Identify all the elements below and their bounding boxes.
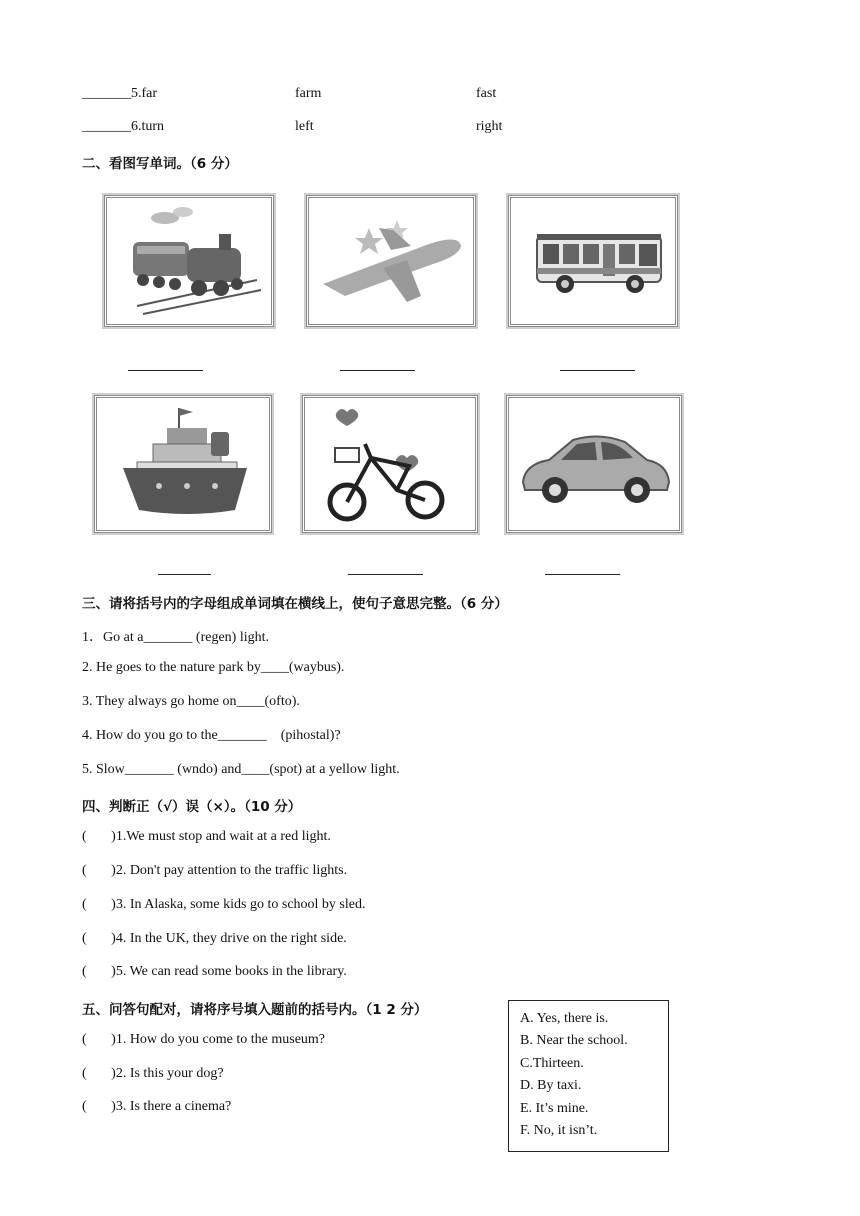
q5-item: _______5.far xyxy=(82,86,158,101)
part3-item-2: 2. He goes to the nature park by____(waybus). xyxy=(82,660,345,675)
car-icon xyxy=(509,398,679,530)
bike-icon xyxy=(305,398,475,530)
answer-line-train[interactable] xyxy=(128,370,203,371)
part4-item-1: ( )1.We must stop and wait at a red light. xyxy=(82,829,331,844)
option-e: E. It’s mine. xyxy=(520,1101,589,1116)
q5-option-c: fast xyxy=(476,86,497,101)
answer-line-bike[interactable] xyxy=(348,574,423,575)
bike-picture xyxy=(302,395,478,533)
part3-item-5: 5. Slow_______ (wndo) and____(spot) at a yellow light. xyxy=(82,762,400,777)
part2-heading: 二、看图写单词。（6 分） xyxy=(82,156,238,172)
part5-question-1: ( )1. How do you come to the museum? xyxy=(82,1032,326,1047)
plane-picture xyxy=(306,195,476,327)
answer-line-plane[interactable] xyxy=(340,370,415,371)
part4-item-4: ( )4. In the UK, they drive on the right side. xyxy=(82,931,347,946)
answer-line-bus[interactable] xyxy=(560,370,635,371)
answer-line-ship[interactable] xyxy=(158,574,211,575)
q6-option-b: left xyxy=(295,119,314,134)
option-f: F. No, it isn’t. xyxy=(520,1123,598,1138)
bus-icon xyxy=(511,198,675,324)
q6-option-c: right xyxy=(476,119,503,134)
bus-picture xyxy=(508,195,678,327)
part4-item-2: ( )2. Don't pay attention to the traffic lights. xyxy=(82,863,348,878)
part5-heading: 五、问答句配对，请将序号填入题前的括号内。（1 2 分） xyxy=(82,1002,428,1018)
train-picture xyxy=(104,195,274,327)
part3-item-1: 1．Go at a_______ (regen) light. xyxy=(82,630,270,645)
train-icon xyxy=(107,198,271,324)
answer-options-box xyxy=(508,1000,669,1152)
part5-question-2: ( )2. Is this your dog? xyxy=(82,1066,224,1081)
answer-line-car[interactable] xyxy=(545,574,620,575)
part4-heading: 四、判断正（√）误（×）。（10 分） xyxy=(82,799,302,815)
part3-heading: 三、请将括号内的字母组成单词填在横线上，使句子意思完整。（6 分） xyxy=(82,596,508,612)
part3-item-3: 3. They always go home on____(ofto). xyxy=(82,694,300,709)
q6-item: _______6.turn xyxy=(82,119,165,134)
plane-icon xyxy=(309,198,473,324)
part4-item-5: ( )5. We can read some books in the library. xyxy=(82,964,347,979)
ship-icon xyxy=(97,398,269,530)
car-picture xyxy=(506,395,682,533)
option-a: A. Yes, there is. xyxy=(520,1011,609,1026)
option-b: B. Near the school. xyxy=(520,1033,628,1048)
option-c: C.Thirteen. xyxy=(520,1056,584,1071)
q5-option-b: farm xyxy=(295,86,322,101)
part4-item-3: ( )3. In Alaska, some kids go to school by sled. xyxy=(82,897,366,912)
option-d: D. By taxi. xyxy=(520,1078,582,1093)
ship-picture xyxy=(94,395,272,533)
part3-item-4: 4. How do you go to the_______ (pihostal)? xyxy=(82,728,341,743)
part5-question-3: ( )3. Is there a cinema? xyxy=(82,1099,232,1114)
